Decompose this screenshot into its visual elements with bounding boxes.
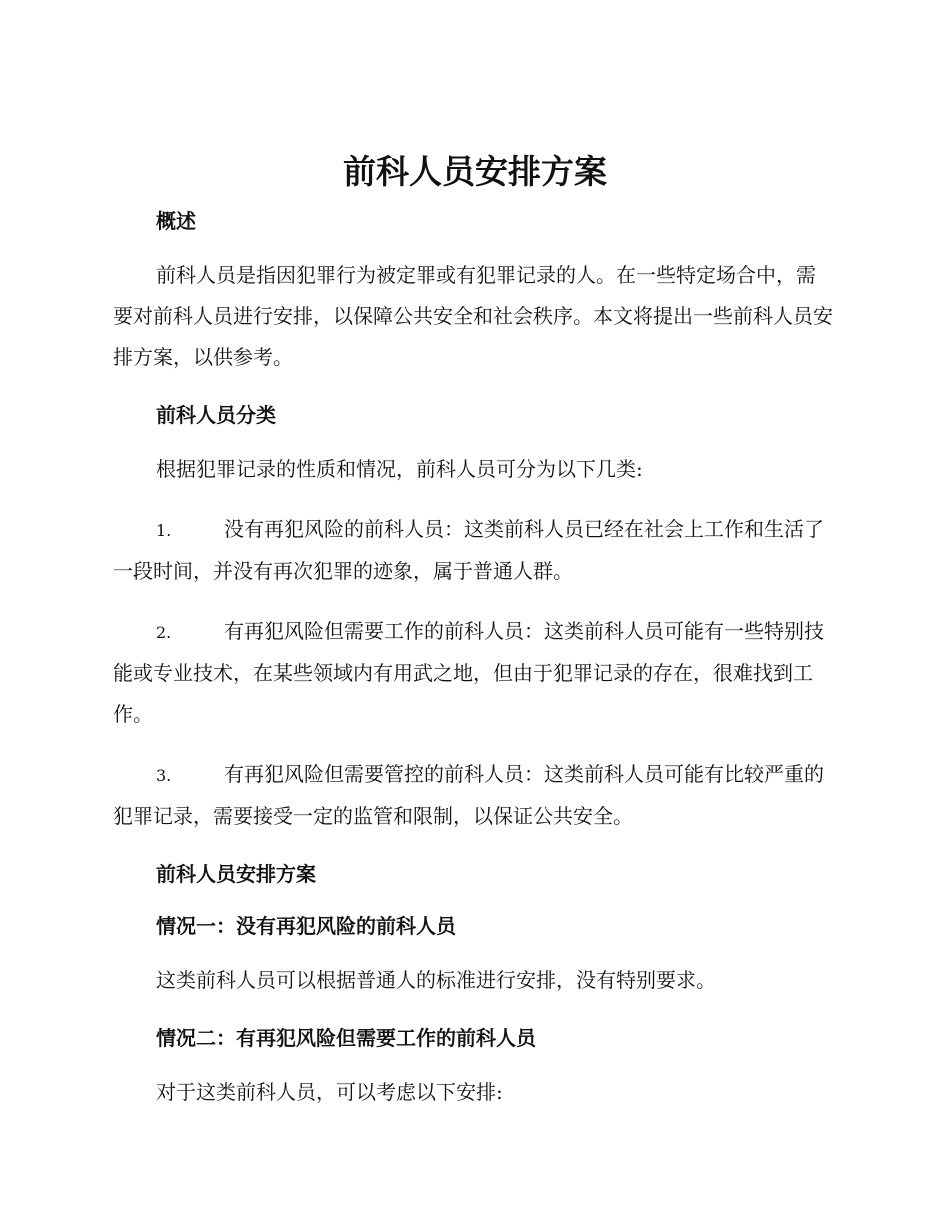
overview-paragraph: 前科人员是指因犯罪行为被定罪或有犯罪记录的人。在一些特定场合中，需要对前科人员进行安排，以保障公共安全和社会秩序。本文将提出一些前科人员安排方案，以供参考。 — [113, 263, 833, 369]
list-item-text: 没有再犯风险的前科人员：这类前科人员已经在社会上工作和生活了一段时间，并没有再次犯罪的迹象，属于普通人群。 — [113, 517, 824, 583]
case-one-paragraph: 这类前科人员可以根据普通人的标准进行安排，没有特别要求。 — [156, 968, 716, 992]
list-item-text: 有再犯风险但需要工作的前科人员：这类前科人员可能有一些特别技能或专业技术，在某些领域内有用武之地，但由于犯罪记录的存在，很难找到工作。 — [113, 619, 824, 726]
section-heading-overview: 概述 — [156, 209, 196, 233]
section-heading-classification: 前科人员分类 — [156, 403, 276, 427]
case-one-heading: 情况一：没有再犯风险的前科人员 — [156, 914, 456, 938]
document-body — [113, 203, 833, 1132]
list-item-number: 2. — [156, 623, 172, 642]
case-two-paragraph: 对于这类前科人员，可以考虑以下安排: — [156, 1080, 503, 1104]
document-title: 前科人员安排方案 — [343, 152, 607, 191]
list-item-number: 1. — [156, 521, 172, 540]
classification-intro: 根据犯罪记录的性质和情况，前科人员可分为以下几类: — [156, 457, 643, 481]
list-item-number: 3. — [156, 766, 172, 785]
section-heading-plan: 前科人员安排方案 — [156, 862, 316, 886]
list-item — [113, 754, 833, 837]
list-item — [113, 611, 833, 735]
list-item — [113, 509, 833, 592]
list-item-text: 有再犯风险但需要管控的前科人员：这类前科人员可能有比较严重的犯罪记录，需要接受一定的监管和限制，以保证公共安全。 — [113, 762, 824, 828]
case-two-heading: 情况二：有再犯风险但需要工作的前科人员 — [156, 1026, 536, 1050]
